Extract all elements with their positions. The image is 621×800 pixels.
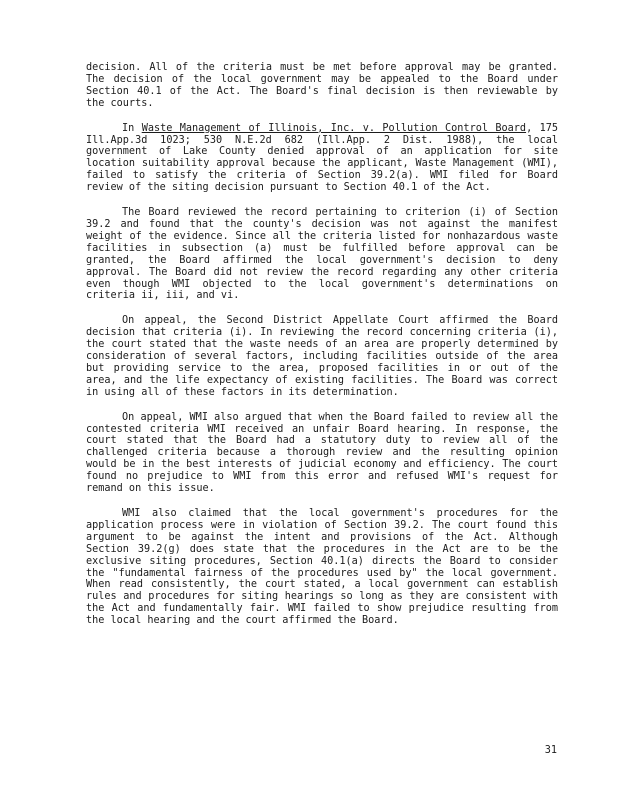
- paragraph-3: The Board reviewed the record pertaining to criterion (i) of Section 39.2 and found that the county's decision was not against the manifest weight of the evidence. Since all the criteria listed for nonhazardous waste facilities in subsection (a) must be fulfilled before approval can be granted, the Board affirmed the local government's decision to deny approval. The Board did not review the record regarding any other criteria even though WMI objected to the local government's determinations on criteria ii, iii, and vi.: [86, 207, 558, 302]
- case-citation-name: Waste Management of Illinois, Inc. v. Pollution Control Board: [141, 122, 527, 134]
- paragraph-6: WMI also claimed that the local government's procedures for the application process were in violation of Section 39.2. The court found this argument to be against the intent and provisions of the Act. Although Section 39.2(g) does state that the procedures in the Act are to be the exclusive siting procedures, Section 40.1(a) directs the Board to consider the "fundamental fairness of the procedures used by" the local government. When read consistently, the court stated, a local government can establish rules and procedures for siting hearings so long as they are consistent with the Act and fundamentally fair. WMI failed to show prejudice resulting from the local hearing and the court affirmed the Board.: [86, 508, 558, 627]
- paragraph-1: decision. All of the criteria must be met before approval may be granted. The decision of the local government may be appealed to the Board under Section 40.1 of the Act. The Board's final decision is then reviewable by the courts.: [86, 62, 558, 109]
- paragraph-2-body: , 175 Ill.App.3d 1023; 530 N.E.2d 682 (Ill.App. 2 Dist. 1988), the local government of Lake County denied approval of an application for site location suitability approval because the applicant, Waste Management (WMI), failed to satisfy the criteria of Section 39.2(a). WMI filed for Board review of the siting decision pursuant to Section 40.1 of the Act.: [86, 122, 559, 194]
- paragraph-2: [86, 123, 558, 194]
- paragraph-4: On appeal, the Second District Appellate Court affirmed the Board decision that criteria (i). In reviewing the record concerning criteria (i), the court stated that the waste needs of an area are properly determined by consideration of several factors, including facilities outside of the area but providing service to the area, proposed facilities in or out of the area, and the life expectancy of existing facilities. The Board was correct in using all of these factors in its determination.: [86, 315, 558, 398]
- paragraph-2-prefix: In: [122, 122, 142, 134]
- body-text: [86, 62, 558, 640]
- paragraph-5: On appeal, WMI also argued that when the Board failed to review all the contested criteria WMI received an unfair Board hearing. In response, the court stated that the Board had a statutory duty to review all of the challenged criteria because a thorough review and the resulting opinion would be in the best interests of judicial economy and efficiency. The court found no prejudice to WMI from this error and refused WMI's request for remand on this issue.: [86, 411, 558, 495]
- page-number: 31: [544, 745, 557, 756]
